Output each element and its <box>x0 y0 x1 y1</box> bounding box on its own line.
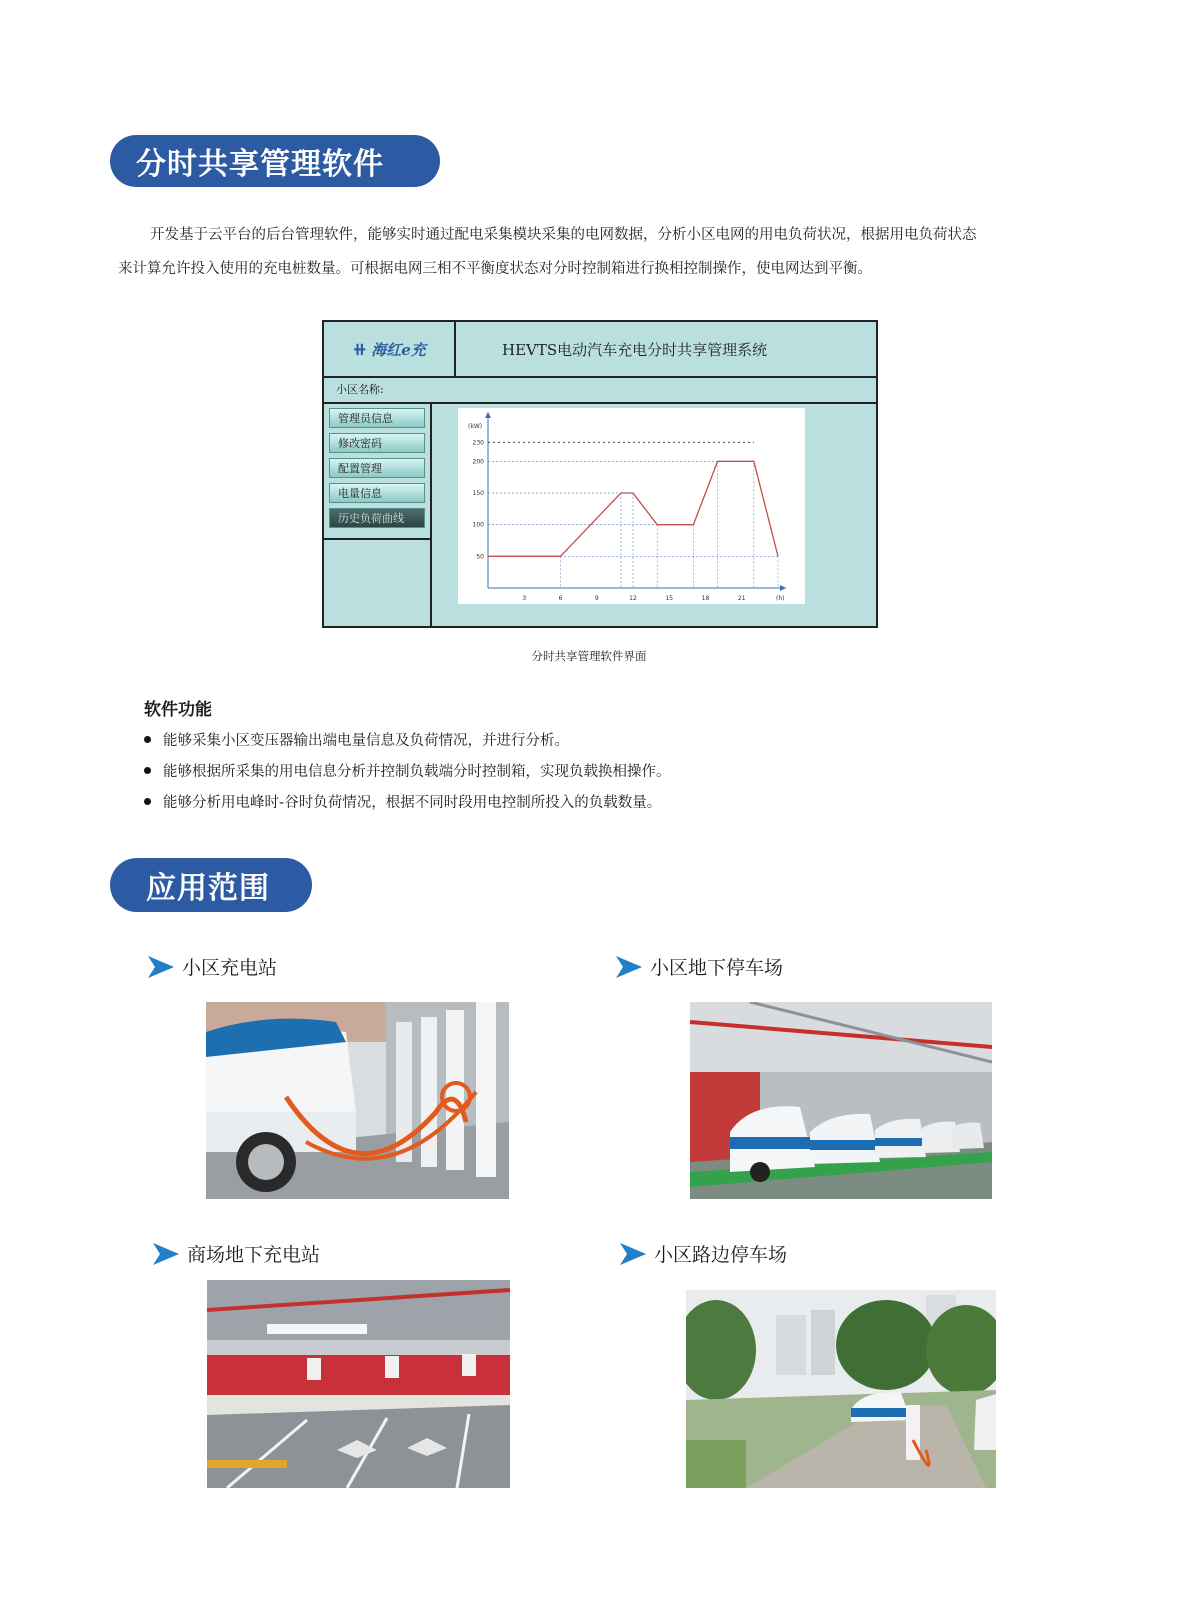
bullet-icon <box>144 798 151 805</box>
x-tick-label: 21 <box>737 595 746 602</box>
y-tick-label: 150 <box>472 490 484 497</box>
y-tick-label: 200 <box>472 458 484 466</box>
photo-underground-parking <box>690 1002 992 1199</box>
sidebar-menu <box>324 402 430 540</box>
menu-change-password[interactable]: 修改密码 <box>329 433 425 453</box>
section-title-software <box>110 135 440 187</box>
community-name-label: 小区名称: <box>324 376 876 404</box>
arrow-icon <box>148 956 174 978</box>
bullet-icon <box>144 767 151 774</box>
x-tick-label: 12 <box>629 595 637 602</box>
logo-icon: ⧺ <box>352 338 368 360</box>
features-list <box>144 726 671 819</box>
section-title-text: 应用范围 <box>146 871 270 906</box>
photo-community-charging-station <box>206 1002 509 1199</box>
menu-energy-info[interactable]: 电量信息 <box>329 483 425 503</box>
scene-heading <box>148 953 277 980</box>
features-title: 软件功能 <box>144 700 212 720</box>
x-tick-label: 6 <box>558 595 563 602</box>
menu-config[interactable]: 配置管理 <box>329 458 425 478</box>
arrow-icon <box>616 956 642 978</box>
bullet-icon <box>144 736 151 743</box>
chart-svg <box>458 408 805 604</box>
feature-item <box>144 757 671 788</box>
feature-item <box>144 726 671 757</box>
y-tick-label: 230 <box>472 439 484 447</box>
x-axis-label: (h) <box>776 595 785 602</box>
app-title: HEVTS电动汽车充电分时共享管理系统 <box>502 340 768 359</box>
x-axis-arrow-icon <box>780 585 786 591</box>
menu-admin-info[interactable]: 管理员信息 <box>329 408 425 428</box>
software-window <box>322 320 878 628</box>
x-tick-label: 15 <box>665 595 674 602</box>
photo-mall-underground-charging <box>207 1280 510 1488</box>
photo-roadside-parking <box>686 1290 996 1488</box>
x-tick-label: 9 <box>594 595 599 602</box>
scene-title: 小区路边停车场 <box>654 1244 788 1266</box>
intro-line: 来计算允许投入使用的充电桩数量。可根据电网三相不平衡度状态对分时控制箱进行换相控制操作，使电网达到平衡。 <box>118 261 872 277</box>
scene-heading <box>153 1240 320 1267</box>
feature-text: 能够根据所采集的用电信息分析并控制负载端分时控制箱，实现负载换相操作。 <box>163 764 671 780</box>
scene-title: 商场地下充电站 <box>187 1244 321 1266</box>
section-title-text: 分时共享管理软件 <box>136 147 384 182</box>
scene-title: 小区地下停车场 <box>650 957 784 979</box>
feature-item <box>144 788 671 819</box>
feature-text: 能够采集小区变压器输出端电量信息及负荷情况，并进行分析。 <box>163 733 569 749</box>
feature-text: 能够分析用电峰时-谷时负荷情况，根据不同时段用电控制所投入的负载数量。 <box>163 795 662 811</box>
y-axis-label: (kW) <box>468 423 483 430</box>
y-axis-arrow-icon <box>485 412 491 418</box>
y-tick-label: 100 <box>472 521 484 529</box>
y-tick-label: 50 <box>476 553 484 561</box>
app-sidebar <box>324 402 432 626</box>
x-tick-label: 3 <box>522 595 527 602</box>
section-title-application <box>110 858 312 912</box>
menu-load-history[interactable]: 历史负荷曲线 <box>329 508 425 528</box>
intro-line: 开发基于云平台的后台管理软件，能够实时通过配电采集模块采集的电网数据，分析小区电网的用电负荷状况，根据用电负荷状态 <box>150 227 977 243</box>
arrow-icon <box>620 1243 646 1265</box>
x-tick-label: 18 <box>701 595 710 602</box>
intro-paragraph <box>118 218 1048 286</box>
figure-caption: 分时共享管理软件界面 <box>531 649 647 663</box>
arrow-icon <box>153 1243 179 1265</box>
app-logo <box>324 322 456 376</box>
scene-title: 小区充电站 <box>182 957 278 979</box>
scene-heading <box>620 1240 787 1267</box>
logo-text: 海红e充 <box>371 340 426 359</box>
scene-heading <box>616 953 783 980</box>
load-curve-chart <box>458 408 805 604</box>
